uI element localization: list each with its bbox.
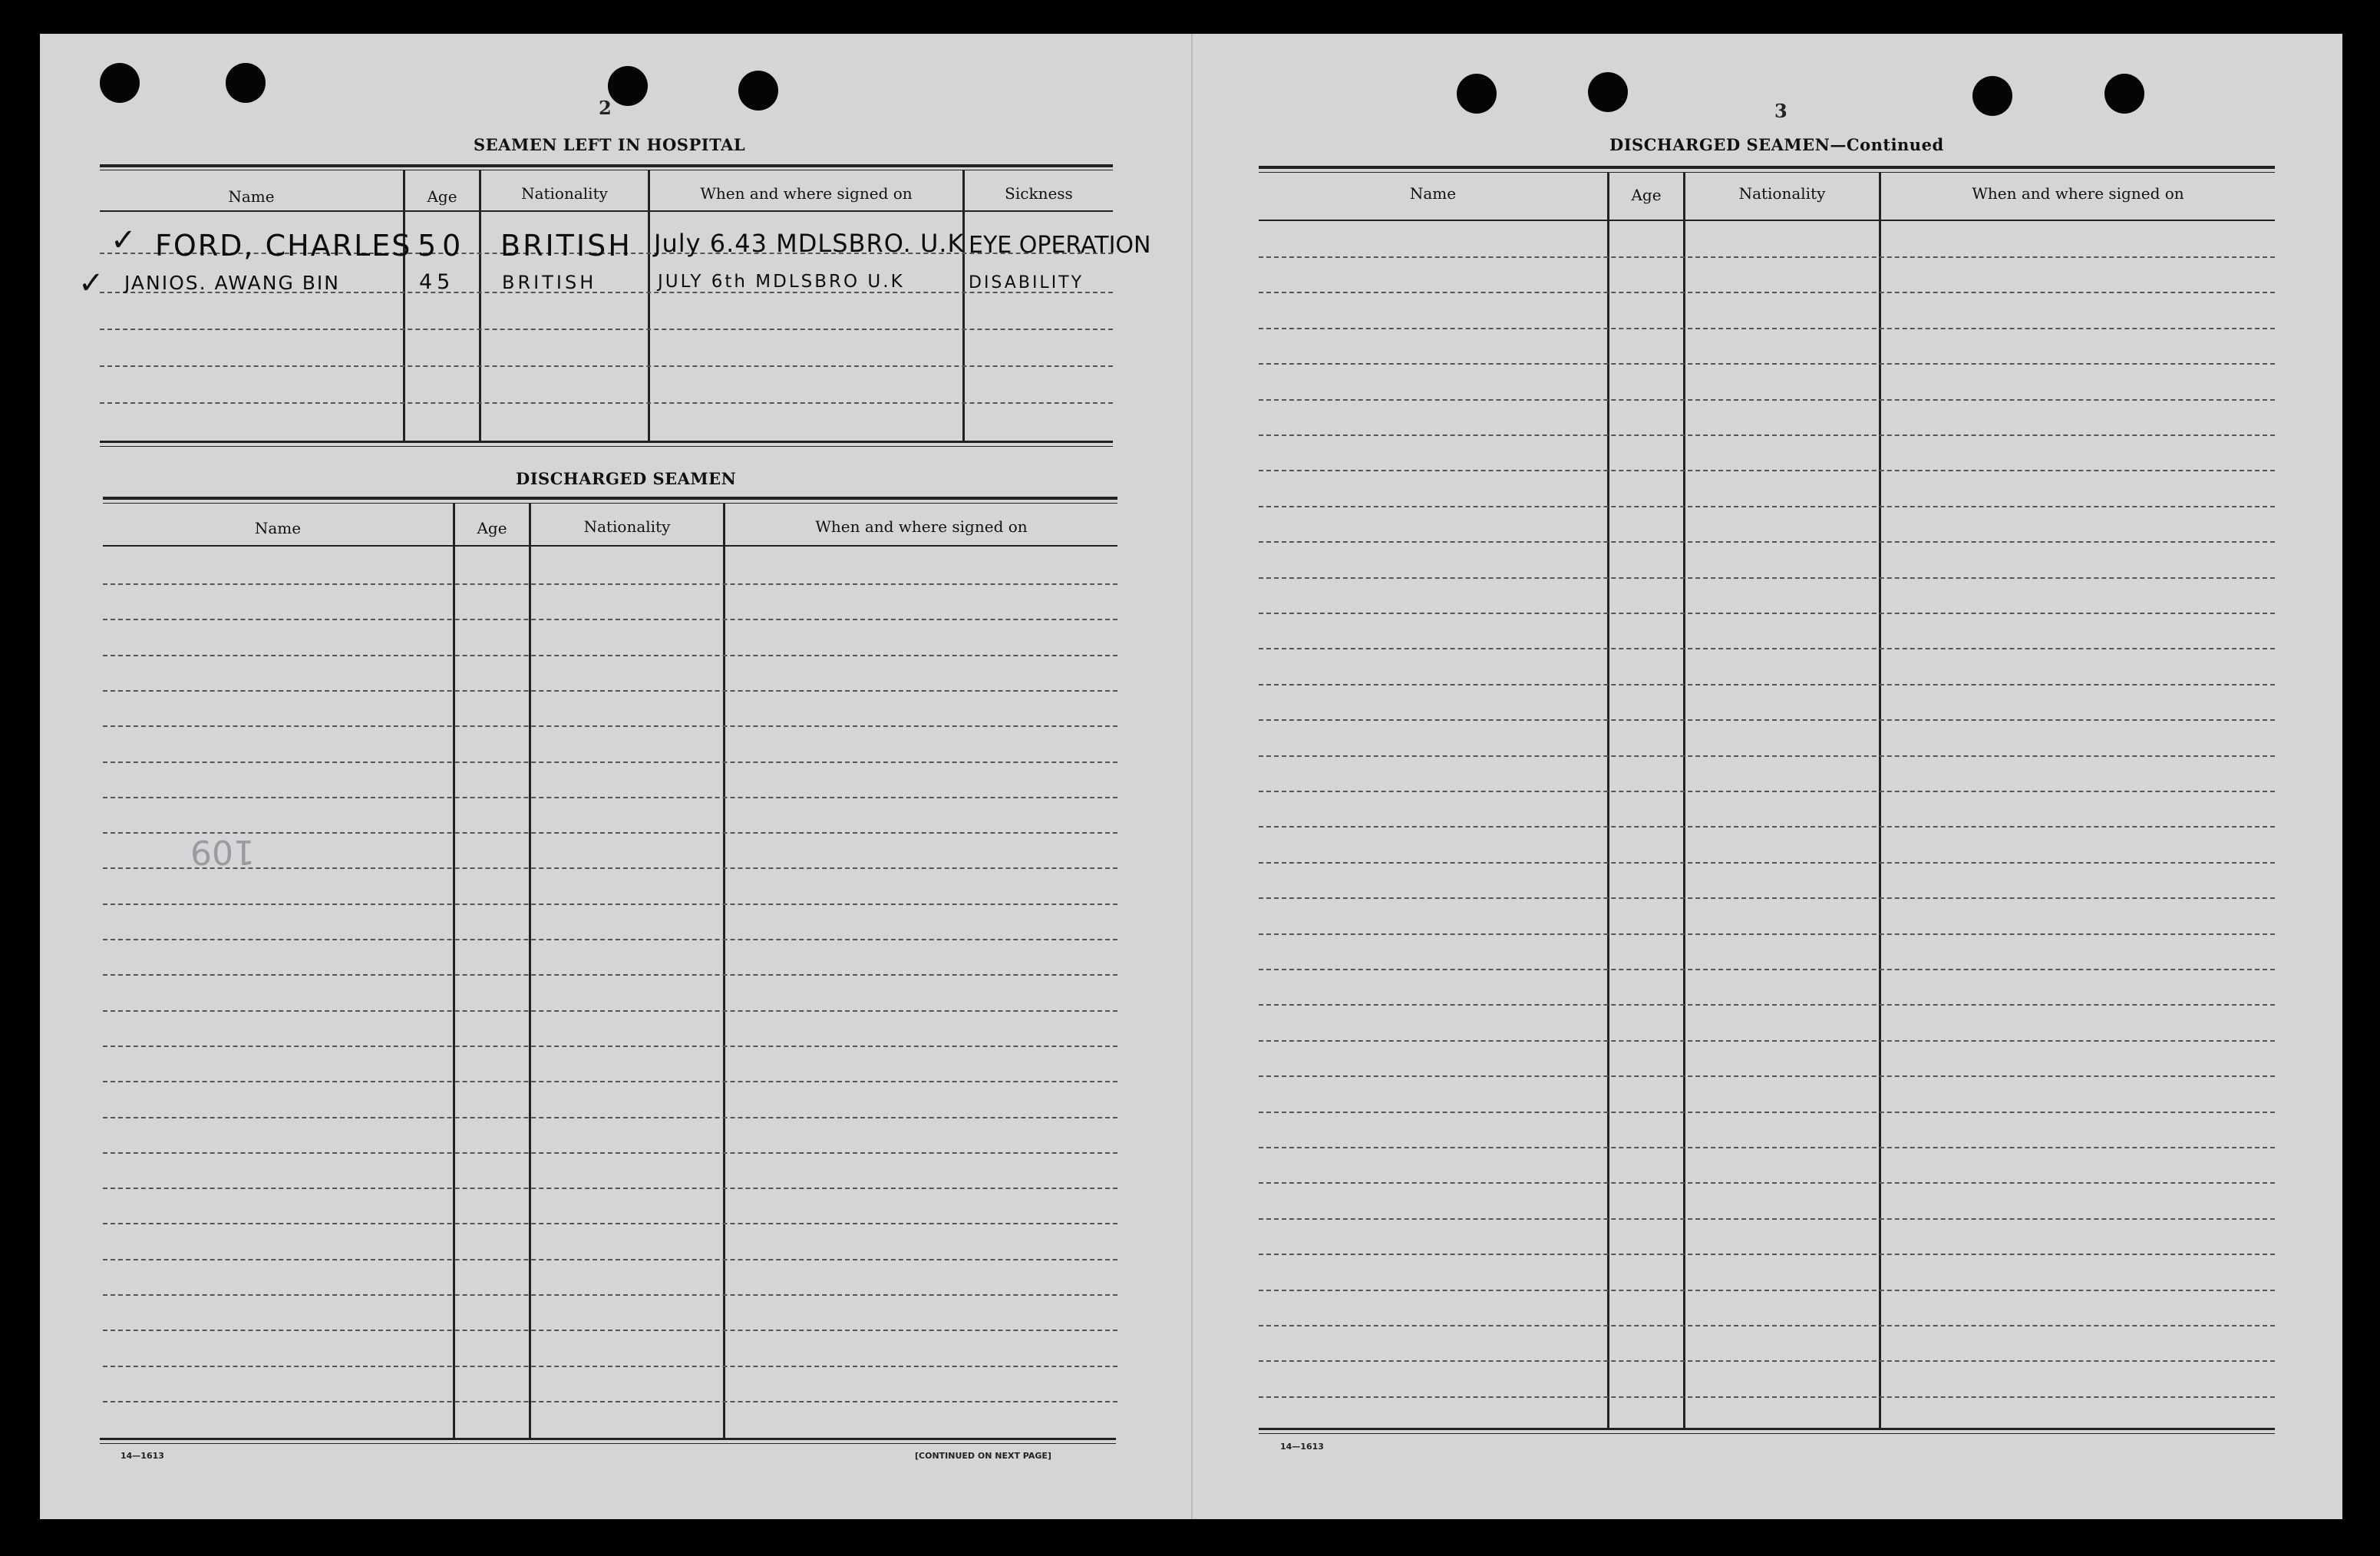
row-line — [1259, 1004, 2275, 1006]
table-rule — [103, 545, 1117, 547]
row-line — [103, 797, 1117, 798]
hospital-row-2-age: 45 — [419, 270, 455, 294]
table-rule — [100, 1443, 1116, 1444]
discharged-header-signed-on: When and where signed on — [815, 517, 1028, 536]
column-divider — [453, 504, 455, 1439]
column-divider — [648, 170, 650, 441]
row-line — [1259, 933, 2275, 935]
row-line — [1259, 1147, 2275, 1148]
row-line — [100, 402, 1113, 404]
hospital-row-2-nationality: BRITISH — [502, 272, 597, 293]
form-number-right: 14—1613 — [1280, 1442, 1324, 1452]
discharged-section-title: DISCHARGED SEAMEN — [516, 469, 737, 488]
row-line — [1259, 684, 2275, 685]
table-rule — [1259, 220, 2275, 221]
table-rule — [103, 503, 1117, 504]
hospital-row-2-sickness: DISABILITY — [969, 273, 1084, 292]
row-line — [1259, 256, 2275, 258]
table-rule — [100, 441, 1113, 443]
hospital-row-2-signed-on: JULY 6th MDLSBRO U.K — [658, 272, 905, 292]
row-line — [1259, 719, 2275, 721]
punch-hole — [608, 66, 648, 106]
row-line — [103, 939, 1117, 940]
row-line — [1259, 1182, 2275, 1184]
row-line — [103, 1152, 1117, 1154]
row-line — [103, 904, 1117, 905]
row-line — [1259, 613, 2275, 614]
row-line — [103, 1223, 1117, 1224]
row-line — [1259, 1112, 2275, 1113]
hospital-header-age: Age — [427, 187, 457, 206]
hospital-header-name: Name — [228, 187, 275, 206]
row-line — [103, 832, 1117, 834]
row-line — [1259, 1325, 2275, 1326]
column-divider — [962, 170, 965, 441]
punch-hole — [226, 63, 266, 103]
column-divider — [529, 504, 531, 1439]
row-line — [1259, 1396, 2275, 1398]
right-header-signed-on: When and where signed on — [1972, 184, 2184, 203]
row-line — [103, 619, 1117, 620]
column-divider — [479, 170, 481, 441]
discharged-header-age: Age — [477, 519, 507, 537]
row-line — [1259, 363, 2275, 365]
row-line — [103, 583, 1117, 585]
right-header-name: Name — [1409, 184, 1457, 203]
column-divider — [723, 504, 725, 1439]
row-line — [103, 867, 1117, 869]
hospital-row-1-age: 50 — [418, 229, 467, 263]
punch-hole — [100, 63, 140, 103]
row-line — [1259, 648, 2275, 649]
faint-number: 109 — [190, 832, 255, 871]
row-line — [1259, 755, 2275, 757]
hospital-row-1-name: FORD, CHARLES — [155, 229, 412, 263]
row-line — [103, 1010, 1117, 1012]
check-mark: ✓ — [78, 266, 104, 301]
row-line — [1259, 826, 2275, 828]
hospital-row-1-nationality: BRITISH — [500, 229, 632, 263]
row-line — [1259, 897, 2275, 899]
row-line — [1259, 1254, 2275, 1255]
row-line — [100, 329, 1113, 330]
row-line — [1259, 506, 2275, 507]
row-line — [1259, 434, 2275, 436]
column-divider — [403, 170, 405, 441]
form-number-left: 14—1613 — [120, 1451, 164, 1461]
row-line — [103, 1188, 1117, 1189]
hospital-row-2-name: JANIOS. AWANG BIN — [124, 272, 340, 294]
row-line — [103, 974, 1117, 976]
table-rule — [1259, 166, 2275, 169]
row-line — [103, 1046, 1117, 1047]
row-line — [103, 725, 1117, 727]
hospital-header-nationality: Nationality — [521, 184, 608, 203]
row-line — [1259, 577, 2275, 579]
discharged-header-name: Name — [254, 519, 302, 537]
right-header-age: Age — [1631, 186, 1662, 204]
row-line — [100, 365, 1113, 367]
column-divider — [1607, 173, 1609, 1429]
row-line — [1259, 1075, 2275, 1077]
hospital-header-sickness: Sickness — [1005, 184, 1073, 203]
row-line — [1259, 1218, 2275, 1220]
column-divider — [1683, 173, 1685, 1429]
page-number-left: 2 — [599, 97, 612, 119]
punch-hole — [1457, 74, 1497, 114]
table-rule — [1259, 172, 2275, 173]
column-divider — [1879, 173, 1881, 1429]
document-sheet — [40, 34, 2342, 1519]
right-header-nationality: Nationality — [1738, 184, 1826, 203]
row-line — [103, 1117, 1117, 1118]
row-line — [103, 1401, 1117, 1402]
row-line — [1259, 1360, 2275, 1362]
punch-hole — [738, 71, 778, 111]
punch-hole — [1972, 76, 2012, 116]
table-rule — [100, 1438, 1116, 1440]
row-line — [103, 1330, 1117, 1331]
row-line — [103, 1259, 1117, 1260]
page-number-right: 3 — [1774, 100, 1787, 122]
page-fold — [1191, 34, 1193, 1519]
row-line — [103, 761, 1117, 763]
table-rule — [1259, 1433, 2275, 1434]
row-line — [1259, 328, 2275, 329]
punch-hole — [2104, 74, 2144, 114]
row-line — [1259, 969, 2275, 970]
row-line — [1259, 292, 2275, 293]
table-rule — [1259, 1428, 2275, 1430]
row-line — [103, 655, 1117, 656]
row-line — [1259, 791, 2275, 792]
discharged-header-nationality: Nationality — [583, 517, 671, 536]
hospital-header-signed-on: When and where signed on — [700, 184, 913, 203]
hospital-row-1-signed-on: July 6.43 MDLSBRO. U.K — [654, 229, 965, 258]
row-line — [103, 690, 1117, 692]
table-rule — [100, 446, 1113, 447]
row-line — [1259, 862, 2275, 864]
hospital-section-title: SEAMEN LEFT IN HOSPITAL — [474, 135, 746, 154]
table-rule — [100, 164, 1113, 167]
table-rule — [100, 210, 1113, 212]
row-line — [103, 1081, 1117, 1082]
row-line — [103, 1294, 1117, 1296]
row-line — [1259, 1040, 2275, 1042]
check-mark: ✓ — [111, 223, 137, 258]
continued-note: [CONTINUED ON NEXT PAGE] — [915, 1451, 1051, 1461]
row-line — [1259, 541, 2275, 543]
row-line — [1259, 1290, 2275, 1291]
row-line — [1259, 399, 2275, 401]
right-section-title: DISCHARGED SEAMEN—Continued — [1609, 135, 1944, 154]
row-line — [103, 1366, 1117, 1367]
punch-hole — [1588, 72, 1628, 112]
row-line — [1259, 470, 2275, 471]
hospital-row-1-sickness: EYE OPERATION — [969, 232, 1151, 259]
table-rule — [103, 497, 1117, 500]
